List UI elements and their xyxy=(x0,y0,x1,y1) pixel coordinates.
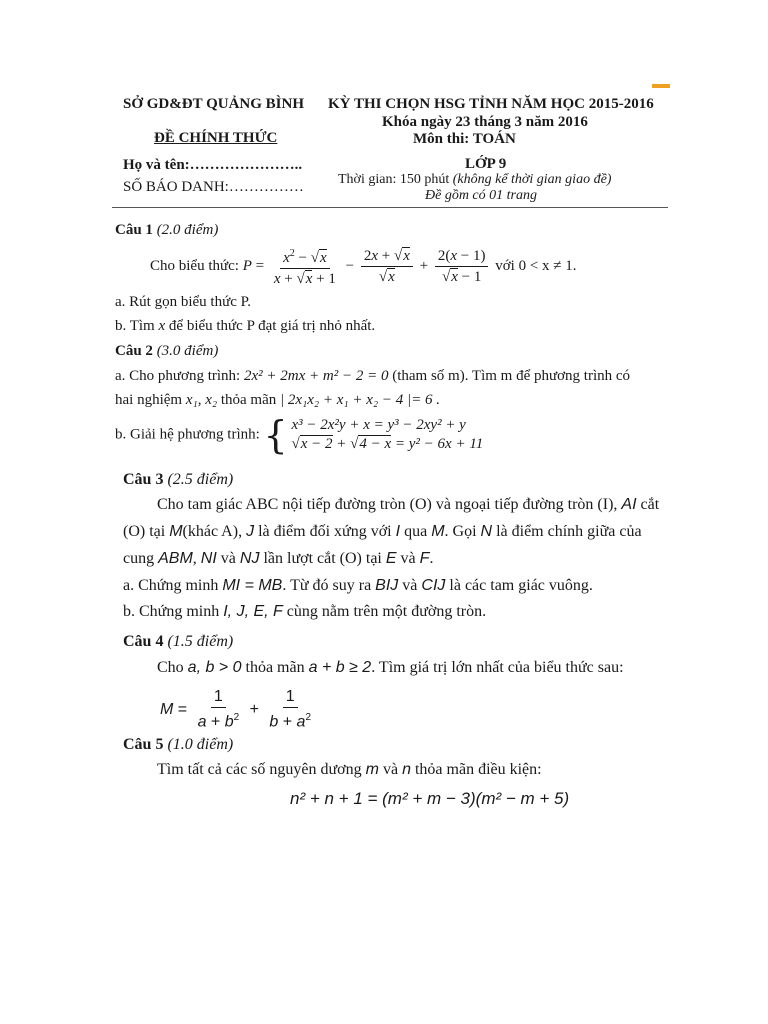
q5-points: (1.0 điểm) xyxy=(167,736,234,753)
exam-date: Khóa ngày 23 tháng 3 năm 2016 xyxy=(382,114,588,130)
q3-a-bij: BIJ xyxy=(375,577,399,594)
q2-a-pre: a. Cho phương trình: xyxy=(115,368,241,384)
name-field-label: Họ và tên:………………….. xyxy=(123,157,303,173)
q1-fraction-2: $\frac{2x + √x}{√x}$ xyxy=(361,247,413,286)
q4-condition: a + b ≥ 2 xyxy=(308,659,372,676)
q3-p3-e: E xyxy=(385,550,397,567)
q5-statement xyxy=(157,761,542,779)
q2-points: (3.0 điểm) xyxy=(156,343,219,359)
q2-b-pre: b. Giải hệ phương trình: xyxy=(115,426,260,443)
q3-p3-nj: NJ xyxy=(239,550,260,567)
q4-vars: a, b > 0 xyxy=(187,659,242,676)
q1-fraction-1: $\frac{x^2 - √x}{x + √x + 1}$ xyxy=(271,245,339,288)
q3-part-a xyxy=(123,577,593,595)
q2-heading xyxy=(115,343,218,360)
q2-part-a xyxy=(115,368,630,385)
q2-part-b xyxy=(115,413,484,457)
q1-part-b xyxy=(115,318,375,335)
q3-p1-end: cắt xyxy=(640,496,660,513)
q4-statement xyxy=(157,659,624,677)
q3-paragraph-line2 xyxy=(123,523,642,541)
q3-p2-f: là điểm chính giữa của xyxy=(496,523,642,540)
q2-a-post: (tham số m). Tìm m để phương trình có xyxy=(392,368,631,384)
q4-mid: thỏa mãn xyxy=(245,659,305,676)
q5-title: Câu 5 xyxy=(123,736,164,753)
q5-pre: Tìm tất cả các số nguyên dương xyxy=(157,761,362,778)
q2-title: Câu 2 xyxy=(115,343,153,359)
grade-label: LỚP 9 xyxy=(465,156,507,172)
q2-system-eq1: x³ − 2x²y + x = y³ − 2xy² + y xyxy=(291,417,466,433)
q3-p3-a: cung xyxy=(123,550,155,567)
q2-a2-equation: | 2x₁x₂ + x₁ + x₂ − 4 |= 6 . xyxy=(279,392,440,408)
q3-p2-b: (khác A), xyxy=(182,523,243,540)
q1-b-var: x xyxy=(158,318,166,334)
q3-p2-m2: M xyxy=(431,523,445,540)
exam-title: KỲ THI CHỌN HSG TỈNH NĂM HỌC 2015-2016 xyxy=(328,96,654,112)
q3-p2-j: J xyxy=(246,523,255,540)
q4-post: . Tìm giá trị lớn nhất của biểu thức sau: xyxy=(371,659,624,676)
q1-heading xyxy=(115,222,218,239)
header-divider xyxy=(112,207,668,208)
pages-note: Đề gồm có 01 trang xyxy=(425,188,537,203)
q1-b-post: để biểu thức P đạt giá trị nhỏ nhất. xyxy=(168,318,376,334)
q3-p2-m: M xyxy=(169,523,183,540)
q4-pre: Cho xyxy=(157,659,184,676)
q4-heading xyxy=(123,633,233,651)
q3-p2-a: (O) tại xyxy=(123,523,166,540)
q3-a-and: và xyxy=(402,577,418,594)
q3-p3-c: và xyxy=(220,550,236,567)
official-label: ĐỀ CHÍNH THỨC xyxy=(154,130,278,146)
q3-p2-c: là điểm đối xứng với xyxy=(258,523,392,540)
q3-p2-n: N xyxy=(480,523,493,540)
q1-fraction-3: $\frac{2(x - 1)}{√x - 1}$ xyxy=(435,247,489,286)
q3-heading xyxy=(123,471,233,489)
q5-m: m xyxy=(365,761,379,778)
corner-accent-mark xyxy=(652,84,670,88)
q3-p3-f: và xyxy=(400,550,416,567)
q3-points: (2.5 điểm) xyxy=(167,471,234,488)
subject-label: Môn thi: TOÁN xyxy=(413,131,516,147)
q3-paragraph-line3 xyxy=(123,550,433,568)
time-limit-text: Thời gian: 150 phút xyxy=(338,172,453,187)
q1-title: Câu 1 xyxy=(115,222,153,238)
q2-a2-mid: thỏa mãn xyxy=(220,392,277,408)
q3-a-post: là các tam giác vuông. xyxy=(449,577,593,594)
student-id-label: SỐ BÁO DANH:…………… xyxy=(123,179,304,195)
q1-expression: Cho biểu thức: P = $\frac{x^2 - √x}{x + √x + 1}$ − $\frac{2x + √x}{√x}$ + $\frac{2(x - 1)}{√x - 1}$ với 0 < x ≠ 1. xyxy=(150,245,577,288)
q3-p2-d: qua xyxy=(404,523,428,540)
q3-p3-ni: NI xyxy=(200,550,217,567)
time-limit xyxy=(338,172,611,188)
q3-b-post: cùng nằm trên một đường tròn. xyxy=(286,603,487,620)
system-brace-icon: { xyxy=(263,413,288,457)
q1-part-a: a. Rút gọn biểu thức P. xyxy=(115,294,252,310)
q1-condition: với 0 < x ≠ 1. xyxy=(495,257,577,274)
q3-part-b xyxy=(123,603,486,621)
q5-heading xyxy=(123,736,233,754)
q3-p1-text: Cho tam giác ABC nội tiếp đường tròn (O) và ngoại tiếp đường tròn (I), xyxy=(157,496,618,513)
q3-a-pre: a. Chứng minh xyxy=(123,577,219,594)
q3-p2-e: . Gọi xyxy=(444,523,477,540)
q2-system xyxy=(291,416,483,454)
q4-points: (1.5 điểm) xyxy=(167,633,234,650)
q2-system-eq2: √x − 2 + √4 − x = y² − 6x + 11 xyxy=(291,436,484,452)
q3-b-points: I, J, E, F xyxy=(223,603,283,620)
q3-p2-i: I xyxy=(395,523,401,540)
q5-and: và xyxy=(382,761,399,778)
q1-intro: Cho biểu thức: xyxy=(150,257,239,274)
q5-n: n xyxy=(402,761,411,778)
q2-a2-pre: hai nghiệm xyxy=(115,392,183,408)
q3-a-equation: MI = MB xyxy=(222,577,283,594)
q1-points: (2.0 điểm) xyxy=(156,222,219,238)
q2-part-a-line2 xyxy=(115,392,440,409)
q2-a-equation: 2x² + 2mx + m² − 2 = 0 xyxy=(243,368,389,384)
q3-p3-b: , xyxy=(192,550,197,567)
department-name: SỞ GD&ĐT QUẢNG BÌNH xyxy=(123,96,304,112)
q4-expression: M = $\frac{1}{a + b^2}$ + $\frac{1}{b + a^2}$ xyxy=(160,688,317,731)
q3-title: Câu 3 xyxy=(123,471,164,488)
time-limit-note: (không kể thời gian giao đề) xyxy=(452,172,612,187)
q2-a2-vars: x₁, x₂ xyxy=(185,392,218,408)
q3-a-mid: . Từ đó suy ra xyxy=(282,577,372,594)
q4-fraction-1: $\frac{1}{a + b^2}$ xyxy=(197,688,240,731)
q5-post: thỏa mãn điều kiện: xyxy=(414,761,542,778)
q3-p3-F: F xyxy=(419,550,430,567)
q4-fraction-2: $\frac{1}{b + a^2}$ xyxy=(269,688,312,731)
q3-a-cij: CIJ xyxy=(421,577,446,594)
q5-equation: n² + n + 1 = (m² + m − 3)(m² − m + 5) xyxy=(290,789,570,808)
q3-paragraph-line1 xyxy=(157,496,659,514)
q1-b-pre: b. Tìm xyxy=(115,318,155,334)
q3-p3-g: . xyxy=(429,550,434,567)
q3-p3-abm: ABM xyxy=(158,550,193,567)
q2-system-eq2-rhs: = y² − 6x + 11 xyxy=(394,436,484,452)
q4-title: Câu 4 xyxy=(123,633,164,650)
q3-p3-d: lần lượt cắt (O) tại xyxy=(263,550,382,567)
q3-p1-ai: AI xyxy=(621,496,637,513)
q3-b-pre: b. Chứng minh xyxy=(123,603,220,620)
